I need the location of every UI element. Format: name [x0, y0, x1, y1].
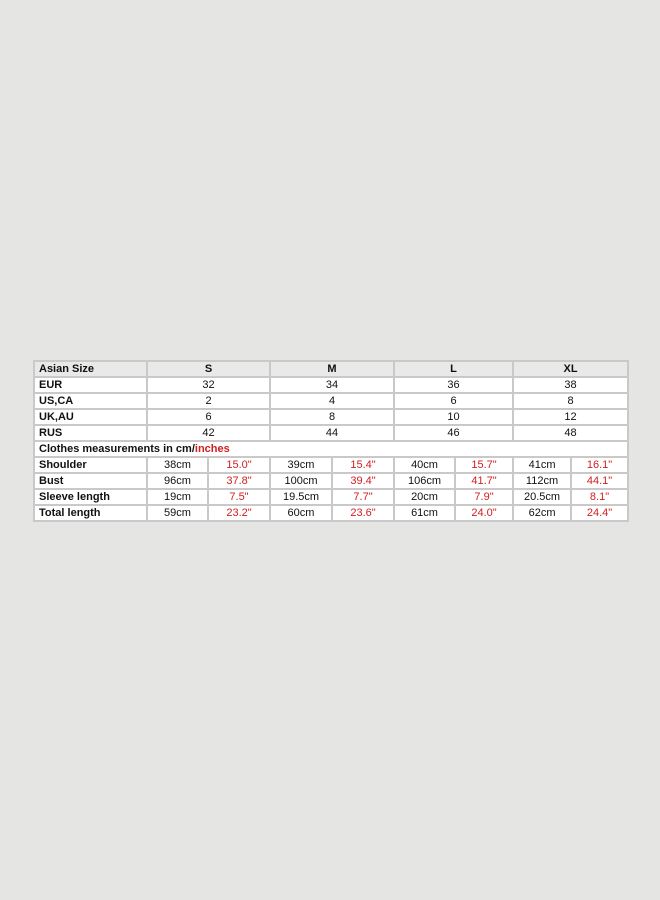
size-cell: 36 [394, 377, 513, 393]
measurements-heading-prefix: Clothes measurements in cm/ [39, 443, 195, 455]
inch-cell: 23.6" [332, 505, 394, 521]
size-row-rus [34, 425, 628, 441]
cm-cell: 38cm [147, 457, 208, 473]
cm-cell: 59cm [147, 505, 208, 521]
inch-cell: 15.0" [208, 457, 270, 473]
measurements-heading [34, 441, 628, 457]
size-cell: 48 [513, 425, 628, 441]
inch-cell: 41.7" [455, 473, 513, 489]
size-row-us-ca [34, 393, 628, 409]
size-cell: 8 [270, 409, 394, 425]
inch-cell: 44.1" [571, 473, 628, 489]
row-label: Total length [34, 505, 147, 521]
size-cell: 12 [513, 409, 628, 425]
measure-row-total-length [34, 505, 628, 521]
inch-cell: 39.4" [332, 473, 394, 489]
size-header-s: S [147, 361, 270, 377]
header-row [34, 361, 628, 377]
cm-cell: 96cm [147, 473, 208, 489]
cm-cell: 61cm [394, 505, 455, 521]
size-header-xl: XL [513, 361, 628, 377]
measurements-heading-inches: inches [194, 443, 230, 455]
size-cell: 10 [394, 409, 513, 425]
cm-cell: 62cm [513, 505, 571, 521]
size-cell: 6 [147, 409, 270, 425]
size-chart [33, 360, 627, 522]
cm-cell: 106cm [394, 473, 455, 489]
row-label: Sleeve length [34, 489, 147, 505]
cm-cell: 20.5cm [513, 489, 571, 505]
inch-cell: 7.9" [455, 489, 513, 505]
row-label: Bust [34, 473, 147, 489]
cm-cell: 100cm [270, 473, 332, 489]
size-cell: 46 [394, 425, 513, 441]
size-cell: 42 [147, 425, 270, 441]
row-label: Shoulder [34, 457, 147, 473]
cm-cell: 112cm [513, 473, 571, 489]
row-label: US,CA [34, 393, 147, 409]
cm-cell: 60cm [270, 505, 332, 521]
inch-cell: 23.2" [208, 505, 270, 521]
size-cell: 44 [270, 425, 394, 441]
cm-cell: 19cm [147, 489, 208, 505]
cm-cell: 39cm [270, 457, 332, 473]
cm-cell: 40cm [394, 457, 455, 473]
measure-row-sleeve-length [34, 489, 628, 505]
size-row-eur [34, 377, 628, 393]
inch-cell: 15.7" [455, 457, 513, 473]
size-cell: 32 [147, 377, 270, 393]
cm-cell: 19.5cm [270, 489, 332, 505]
size-header-l: L [394, 361, 513, 377]
cm-cell: 41cm [513, 457, 571, 473]
inch-cell: 7.7" [332, 489, 394, 505]
inch-cell: 16.1" [571, 457, 628, 473]
size-table [33, 360, 629, 522]
measurements-heading-row [34, 441, 628, 457]
inch-cell: 8.1" [571, 489, 628, 505]
inch-cell: 7.5" [208, 489, 270, 505]
header-label: Asian Size [34, 361, 147, 377]
inch-cell: 24.0" [455, 505, 513, 521]
inch-cell: 37.8" [208, 473, 270, 489]
row-label: RUS [34, 425, 147, 441]
inch-cell: 15.4" [332, 457, 394, 473]
measure-row-bust [34, 473, 628, 489]
cm-cell: 20cm [394, 489, 455, 505]
size-row-uk-au [34, 409, 628, 425]
size-cell: 6 [394, 393, 513, 409]
size-cell: 38 [513, 377, 628, 393]
size-cell: 34 [270, 377, 394, 393]
size-cell: 2 [147, 393, 270, 409]
row-label: UK,AU [34, 409, 147, 425]
size-cell: 8 [513, 393, 628, 409]
measure-row-shoulder [34, 457, 628, 473]
row-label: EUR [34, 377, 147, 393]
size-cell: 4 [270, 393, 394, 409]
size-header-m: M [270, 361, 394, 377]
inch-cell: 24.4" [571, 505, 628, 521]
